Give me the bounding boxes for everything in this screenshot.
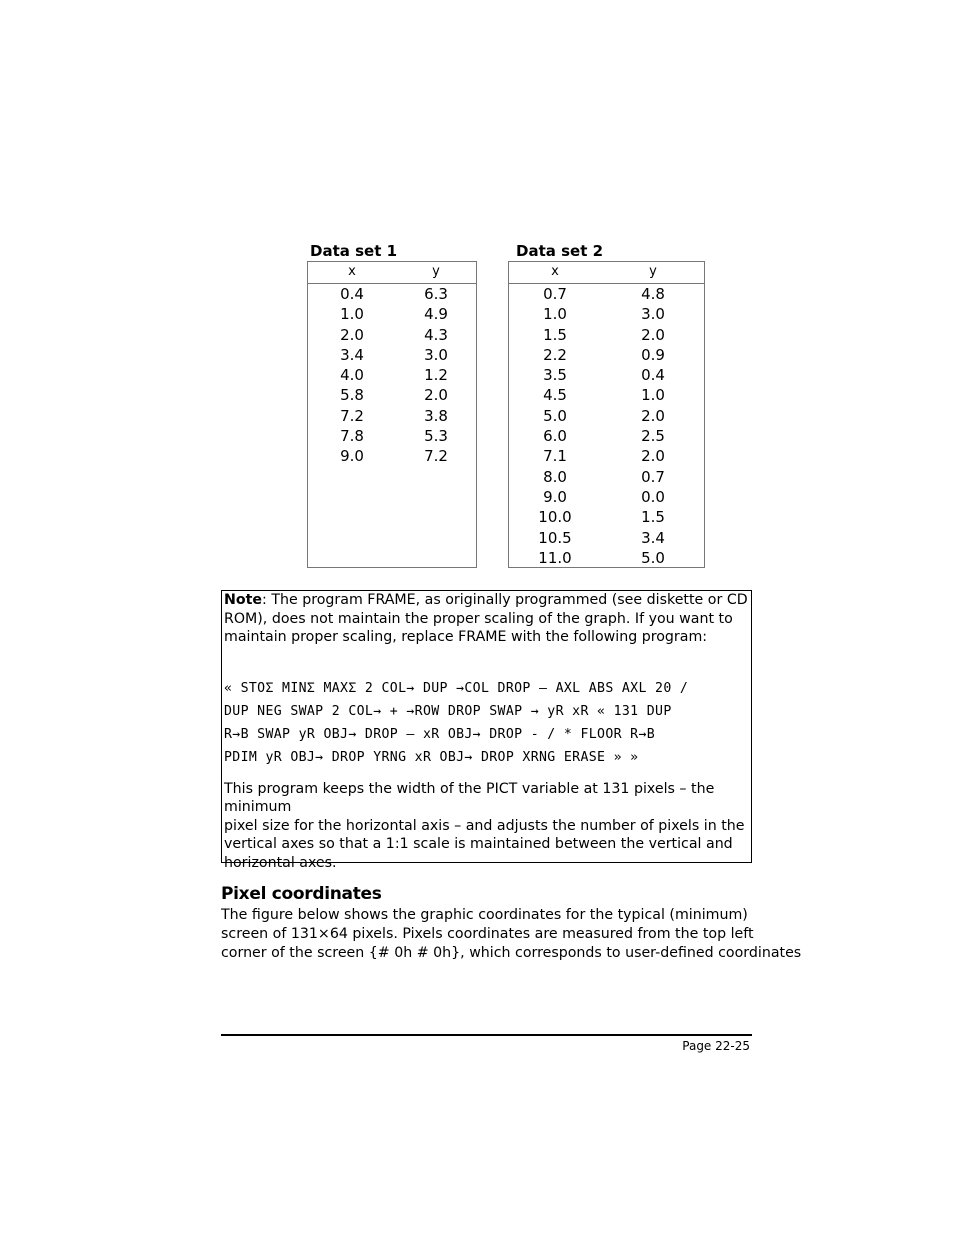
table-row	[308, 406, 476, 426]
table-row	[308, 325, 476, 345]
y-value: 0.4	[641, 366, 665, 385]
y-value: 1.0	[641, 386, 665, 405]
table-row	[308, 304, 476, 324]
note-explanation-line: vertical axes so that a 1:1 scale is maintained between the vertical and	[224, 836, 733, 852]
note-intro	[224, 591, 749, 647]
y-value: 6.3	[424, 285, 448, 303]
note-explanation	[224, 780, 749, 873]
note-explanation-line: horizontal axes.	[224, 854, 337, 871]
table-row	[509, 507, 704, 527]
y-value: 1.5	[641, 508, 665, 527]
note-intro-line: ROM), does not maintain the proper scaling of the graph. If you want to	[224, 610, 733, 627]
table-row	[509, 365, 704, 385]
note-intro-line: maintain proper scaling, replace FRAME with the following program:	[224, 629, 708, 645]
x-value: 1.5	[543, 325, 567, 344]
x-value: 10.0	[538, 508, 572, 527]
table-row	[509, 548, 704, 568]
y-value: 5.0	[641, 548, 665, 567]
y-value: 2.0	[641, 447, 665, 466]
y-value: 3.8	[424, 406, 448, 425]
table-row	[509, 426, 704, 446]
data-set-1-y-header: y	[432, 264, 440, 279]
program-code	[224, 677, 749, 769]
note-explanation-line: This program keeps the width of the PICT variable at 131 pixels – the minimum	[224, 780, 715, 815]
table-row	[509, 487, 704, 507]
note-explanation-line: pixel size for the horizontal axis – and adjusts the number of pixels in the	[224, 817, 745, 834]
table-row	[509, 345, 704, 365]
x-value: 9.0	[543, 487, 567, 506]
y-value: 2.5	[641, 427, 665, 446]
table-row	[308, 284, 476, 304]
note-intro-line: : The program FRAME, as originally programmed (see diskette or CD	[262, 592, 748, 608]
y-value: 4.8	[641, 285, 665, 303]
y-value: 7.2	[424, 447, 448, 466]
y-value: 5.3	[424, 427, 448, 446]
x-value: 7.2	[340, 406, 364, 425]
y-value: 3.0	[641, 305, 665, 324]
x-value: 7.8	[340, 427, 364, 446]
y-value: 2.0	[641, 325, 665, 344]
x-value: 11.0	[538, 548, 572, 567]
body-line: corner of the screen {# 0h # 0h}, which corresponds to user-defined coordinates	[221, 945, 802, 961]
y-value: 2.0	[641, 406, 665, 425]
x-value: 4.0	[340, 366, 364, 385]
x-value: 0.7	[543, 285, 567, 303]
data-set-2-rows	[509, 284, 704, 568]
x-value: 9.0	[340, 447, 364, 466]
x-value: 2.0	[340, 325, 364, 344]
table-row	[509, 325, 704, 345]
data-set-1-title: Data set 1	[310, 242, 398, 260]
section-heading: Pixel coordinates	[221, 884, 382, 904]
data-set-2-title: Data set 2	[516, 242, 604, 260]
data-set-1-rows	[308, 284, 476, 467]
data-set-2-table	[508, 261, 705, 568]
code-line: « STOΣ MINΣ MAXΣ 2 COL→ DUP →COL DROP – AXL ABS AXL 20 /	[224, 680, 689, 696]
x-value: 7.1	[543, 447, 567, 466]
y-value: 0.9	[641, 345, 665, 364]
y-value: 0.7	[641, 467, 665, 486]
table-row	[509, 528, 704, 548]
code-line: DUP NEG SWAP 2 COL→ + →ROW DROP SWAP → yR xR « 131 DUP	[224, 703, 672, 719]
x-value: 10.5	[538, 528, 572, 547]
y-value: 1.2	[424, 366, 448, 385]
table-row	[509, 304, 704, 324]
code-line: PDIM yR OBJ→ DROP YRNG xR OBJ→ DROP XRNG ERASE » »	[224, 749, 639, 765]
data-set-1-table	[307, 261, 477, 568]
data-set-2-header	[509, 262, 704, 284]
x-value: 0.4	[340, 285, 364, 303]
table-row	[509, 467, 704, 487]
page-number: Page 22-25	[682, 1039, 750, 1053]
code-line: R→B SWAP yR OBJ→ DROP – xR OBJ→ DROP - / * FLOOR R→B	[224, 726, 656, 742]
x-value: 5.8	[340, 386, 364, 405]
table-row	[509, 385, 704, 405]
note-box	[221, 590, 752, 871]
y-value: 3.4	[641, 528, 665, 547]
data-set-2-x-header: x	[551, 264, 559, 279]
footer-divider	[221, 1034, 752, 1036]
body-line: screen of 131×64 pixels. Pixels coordinates are measured from the top left	[221, 926, 754, 942]
x-value: 6.0	[543, 427, 567, 446]
data-set-1-header	[308, 262, 476, 284]
table-row	[509, 284, 704, 304]
x-value: 1.0	[543, 305, 567, 324]
x-value: 8.0	[543, 467, 567, 486]
table-row	[308, 385, 476, 405]
table-row	[308, 426, 476, 446]
note-label: Note	[224, 592, 263, 608]
y-value: 3.0	[424, 345, 448, 364]
y-value: 0.0	[641, 487, 665, 506]
y-value: 4.9	[424, 305, 448, 324]
body-line: The figure below shows the graphic coordinates for the typical (minimum)	[221, 907, 748, 923]
table-row	[308, 446, 476, 466]
data-set-2-y-header: y	[649, 264, 657, 279]
table-row	[308, 365, 476, 385]
x-value: 5.0	[543, 406, 567, 425]
table-row	[509, 406, 704, 426]
table-row	[308, 345, 476, 365]
x-value: 1.0	[340, 305, 364, 324]
x-value: 3.4	[340, 345, 364, 364]
x-value: 4.5	[543, 386, 567, 405]
data-set-1-x-header: x	[348, 264, 356, 279]
table-row	[509, 446, 704, 466]
y-value: 2.0	[424, 386, 448, 405]
section-body	[221, 906, 802, 963]
x-value: 3.5	[543, 366, 567, 385]
y-value: 4.3	[424, 325, 448, 344]
x-value: 2.2	[543, 345, 567, 364]
